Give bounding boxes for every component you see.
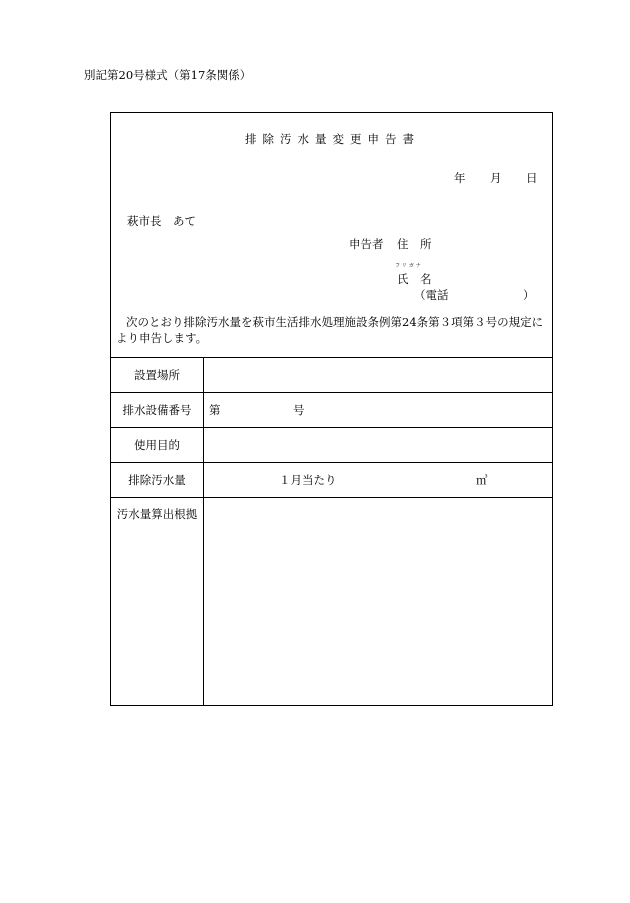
furigana-label: フリガナ (395, 263, 423, 269)
location-field[interactable] (209, 358, 552, 392)
addressee: 萩市長 あて (127, 214, 196, 228)
table-row-purpose (111, 427, 552, 462)
calculation-basis-field[interactable] (209, 498, 552, 706)
form-number-note: 別記第20号様式（第17条関係） (84, 68, 252, 82)
table-row-calculation-basis (111, 497, 552, 706)
phone-label: （電話 (414, 288, 449, 302)
applicant-label: 申告者 (349, 237, 384, 251)
form-title: 排除汚水量変更申告書 (245, 132, 420, 146)
declaration-statement: 次のとおり排除汚水量を萩市生活排水処理施設条例第24条第３項第３号の規定により申告します。 (116, 315, 544, 345)
address-label: 住 所 (397, 237, 432, 251)
volume-label: 排除汚水量 (128, 473, 186, 487)
calculation-basis-label: 汚水量算出根拠 (116, 507, 198, 521)
name-label: 氏 名 (397, 272, 432, 286)
table-row-volume (111, 462, 552, 497)
volume-unit: ㎥ (476, 473, 488, 487)
number-prefix: 第 (209, 403, 221, 417)
date-month-label: 月 (490, 171, 502, 185)
purpose-field[interactable] (209, 428, 552, 462)
table-row-location (111, 357, 552, 392)
declaration-form (110, 112, 553, 706)
date-day-label: 日 (526, 171, 538, 185)
date-year-label: 年 (454, 171, 466, 185)
drainage-number-label: 排水設備番号 (122, 403, 192, 417)
volume-per-month: １月当たり (279, 473, 337, 487)
location-label: 設置場所 (134, 368, 180, 382)
purpose-label: 使用目的 (134, 438, 180, 452)
drainage-number-field[interactable] (209, 393, 552, 427)
volume-field[interactable] (209, 463, 552, 497)
table-row-drainage-number (111, 392, 552, 427)
phone-close-paren: ） (523, 288, 535, 302)
number-suffix: 号 (293, 403, 305, 417)
